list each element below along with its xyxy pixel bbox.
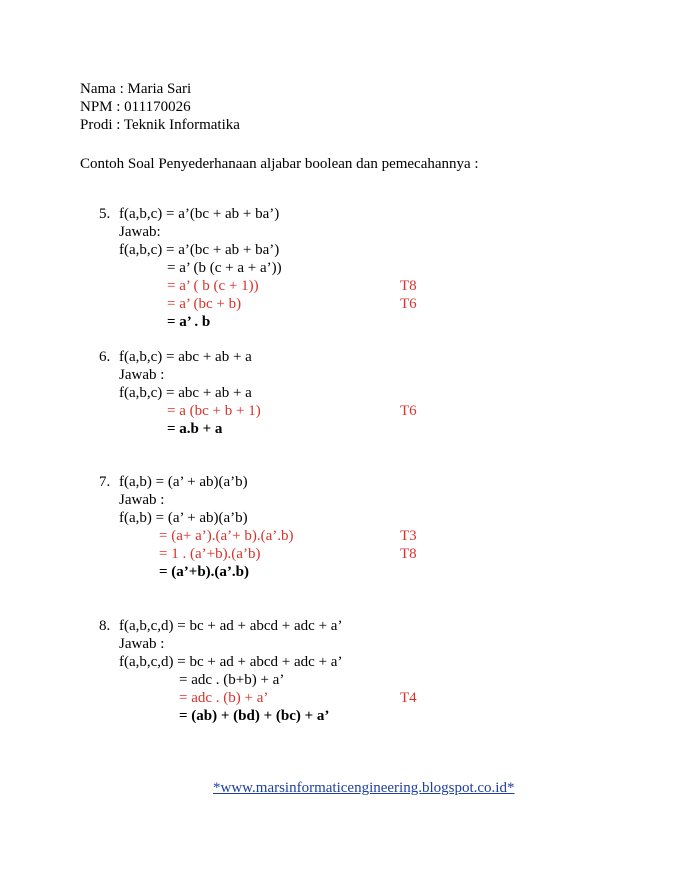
intro-text: Contoh Soal Penyederhanaan aljabar boolean dan pemecahannya :: [80, 156, 479, 172]
step-2-tag: T8: [400, 546, 417, 562]
answer-first-line: f(a,b) = (a’ + ab)(a’b): [119, 510, 248, 526]
step-3: = a’ (bc + b): [167, 296, 242, 312]
step-2-tag: T4: [400, 690, 417, 706]
student-name: Nama : Maria Sari: [80, 81, 192, 97]
step-2: = a’ ( b (c + 1)): [167, 278, 259, 294]
answer-first-line: f(a,b,c) = a’(bc + ab + ba’): [119, 242, 280, 258]
problem-number: 5.: [99, 206, 111, 222]
step-2: = adc . (b) + a’: [179, 690, 269, 706]
step-3-tag: T6: [400, 296, 417, 312]
step-1: = a’ (b (c + a + a’)): [167, 260, 282, 276]
step-1: = adc . (b+b) + a’: [179, 672, 285, 688]
student-npm: NPM : 011170026: [80, 99, 191, 115]
final-result: = a’ . b: [167, 314, 211, 330]
answer-label: Jawab :: [119, 636, 165, 652]
problem-number: 7.: [99, 474, 111, 490]
step-2: = 1 . (a’+b).(a’b): [159, 546, 261, 562]
problem-number: 8.: [99, 618, 111, 634]
blog-link[interactable]: *www.marsinformaticengineering.blogspot.co.id*: [213, 780, 515, 796]
student-prodi: Prodi : Teknik Informatika: [80, 117, 240, 133]
final-result: = (ab) + (bd) + (bc) + a’: [179, 708, 330, 724]
answer-first-line: f(a,b,c) = abc + ab + a: [119, 385, 252, 401]
footer-link-wrapper: [213, 779, 514, 797]
problem-question: f(a,b,c) = a’(bc + ab + ba’): [119, 206, 280, 222]
problem-question: f(a,b,c) = abc + ab + a: [119, 349, 252, 365]
step-1: = a (bc + b + 1): [167, 403, 261, 419]
step-2-tag: T8: [400, 278, 417, 294]
student-info: [80, 80, 240, 134]
step-1-tag: T3: [400, 528, 417, 544]
answer-label: Jawab:: [119, 224, 161, 240]
problem-question: f(a,b,c,d) = bc + ad + abcd + adc + a’: [119, 618, 343, 634]
final-result: = (a’+b).(a’.b): [159, 564, 249, 580]
answer-label: Jawab :: [119, 492, 165, 508]
problem-number: 6.: [99, 349, 111, 365]
step-1: = (a+ a’).(a’+ b).(a’.b): [159, 528, 294, 544]
step-1-tag: T6: [400, 403, 417, 419]
answer-first-line: f(a,b,c,d) = bc + ad + abcd + adc + a’: [119, 654, 343, 670]
answer-label: Jawab :: [119, 367, 165, 383]
final-result: = a.b + a: [167, 421, 223, 437]
problem-question: f(a,b) = (a’ + ab)(a’b): [119, 474, 248, 490]
